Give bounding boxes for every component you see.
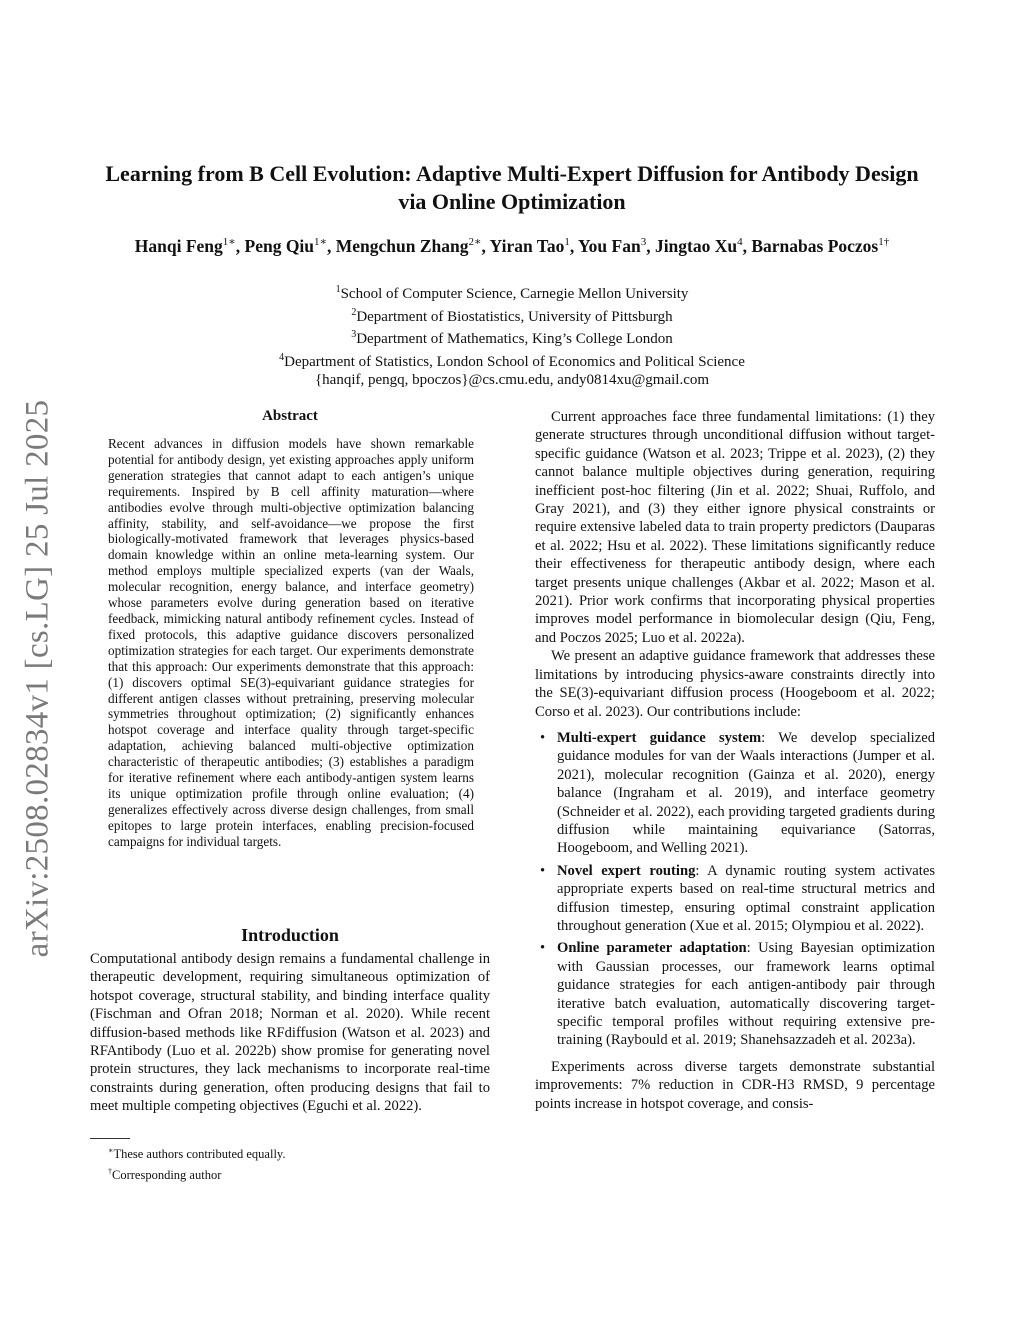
affiliation-line bbox=[150, 326, 874, 349]
affiliation-text: Department of Biostatistics, University of Pittsburgh bbox=[356, 308, 673, 325]
author-name: Mengchun Zhang bbox=[335, 235, 469, 256]
footnote-mark: † bbox=[108, 1167, 112, 1177]
right-column bbox=[535, 408, 935, 1113]
author-mark: 3 bbox=[640, 236, 647, 248]
contribution-label: Multi-expert guidance system bbox=[557, 729, 762, 746]
bullet-icon: • bbox=[540, 729, 546, 746]
contribution-text: : Using Bayesian optimization with Gaussian processes, our framework learns optimal guidance strategies for each antigen-antibody pair through iterative batch evaluation, automatically discovering target-specific temporal profiles without requiring extensive pre-training (Raybould et al. 2019; Shanehsazzadeh et al. 2023a). bbox=[557, 940, 935, 1049]
paper-title: Learning from B Cell Evolution: Adaptive Multi-Expert Diffusion for Antibody Design via Online Optimization bbox=[105, 161, 919, 214]
footnote-corresponding bbox=[108, 1163, 286, 1184]
author-name: Peng Qiu bbox=[244, 235, 315, 256]
contribution-text: : We develop specialized guidance modules for van der Waals interactions (Jumper et al. 2021), molecular recognition (Gainza et al. 2020), energy balance (Ingraham et al. 2019), and interface geometry (Schneider et al. 2022), each providing targeted gradients during diffusion while maintaining equivariance (Satorras, Hoogeboom, and Welling 2021). bbox=[557, 729, 935, 857]
contribution-item bbox=[535, 862, 935, 936]
footnote-mark: ∗ bbox=[108, 1146, 114, 1155]
affiliation-mark: 2 bbox=[351, 306, 357, 318]
affiliation-mark: 4 bbox=[279, 351, 285, 363]
experiments-paragraph: Experiments across diverse targets demonstrate substantial improvements: 7% reduction in CDR-H3 RMSD, 9 percentage points increase in hotspot coverage, and consis- bbox=[535, 1058, 935, 1112]
author-mark: 1∗ bbox=[314, 236, 328, 248]
author-name: Yiran Tao bbox=[489, 235, 565, 256]
contribution-item bbox=[535, 729, 935, 858]
abstract-text: Recent advances in diffusion models have shown remarkable potential for antibody design, yet existing approaches apply uniform generation strategies that cannot adapt to each antigen’s unique requirements. Inspired by B cell affinity maturation—where antibodies evolve through multi-objective optimization balancing affinity, stability, and self-avoidance—we propose the first biologically-motivated framework that leverages physics-based domain knowledge within an online meta-learning system. Our method employs multiple specialized experts (van der Waals, molecular recognition, energy balance, and interface geometry) whose parameters evolve during generation based on iterative feedback, mimicking natural antibody refinement cycles. Instead of fixed protocols, this adaptive guidance discovers personalized optimization strategies for each target. Our experiments demonstrate that this approach: Our experiments demonstrate that this approach: (1) discovers optimal SE(3)-equivariant guidance strategies for different antigen classes without pretraining, preserving molecular symmetries throughout optimization; (2) significantly enhances hotspot coverage and interface quality through target-specific adaptation, achieving balanced multi-objective optimization characteristic of therapeutic antibodies; (3) establishes a paradigm for iterative refinement where each antibody-antigen system learns its unique optimization profile through online evaluation; (4) generalizes effectively across diverse design challenges, from small epitopes to large protein interfaces, enabling precision-focused campaigns for individual targets. bbox=[108, 436, 474, 849]
affiliation-mark: 1 bbox=[335, 284, 341, 295]
footnote-equal-contribution bbox=[108, 1142, 286, 1163]
affiliation-text: Department of Mathematics, King’s College London bbox=[356, 331, 673, 348]
author-name: Hanqi Feng bbox=[134, 235, 223, 256]
affiliation-mark: 3 bbox=[351, 329, 357, 341]
author-mark: 1∗ bbox=[222, 236, 236, 248]
footnotes bbox=[108, 1142, 286, 1184]
footnote-divider bbox=[90, 1138, 130, 1139]
author-name: Barnabas Poczos bbox=[751, 235, 879, 256]
author-name: Jingtao Xu bbox=[654, 235, 738, 256]
contribution-item bbox=[535, 939, 935, 1049]
affiliation-line bbox=[150, 304, 874, 327]
contribution-label: Novel expert routing bbox=[557, 862, 696, 879]
introduction-text: Computational antibody design remains a fundamental challenge in therapeutic development, requiring simultaneous optimization of hotspot coverage, structural stability, and binding interface quality (Fischman and Ofran 2018; Norman et al. 2020). While recent diffusion-based methods like RFdiffusion (Watson et al. 2023) and RFAntibody (Luo et al. 2022b) show promise for generating novel protein structures, they lack mechanisms to incorporate real-time constraints during generation, often producing designs that fail to meet multiple competing objectives (Eguchi et al. 2022). bbox=[90, 951, 490, 1115]
contributions-list bbox=[535, 729, 935, 1050]
affiliation-text: School of Computer Science, Carnegie Mellon University bbox=[340, 286, 689, 302]
author-mark: 1 bbox=[564, 236, 570, 248]
arxiv-identifier-stamp bbox=[16, 378, 60, 978]
affiliation-text: Department of Statistics, London School of Economics and Political Science bbox=[284, 353, 745, 370]
affiliation-line bbox=[150, 281, 874, 304]
author-mark: 4 bbox=[737, 236, 743, 248]
arxiv-identifier-text: arXiv:2508.02834v1 [cs.LG] 25 Jul 2025 bbox=[19, 399, 56, 957]
framework-paragraph: We present an adaptive guidance framework that addresses these limitations by introducing physics-aware constraints directly into the SE(3)-equivariant diffusion process (Hoogeboom et al. 2022; Corso et al. 2023). Our contributions include: bbox=[535, 648, 935, 720]
abstract-heading: Abstract bbox=[262, 408, 318, 424]
footnote-text: Corresponding author bbox=[112, 1168, 222, 1183]
email-line: {hanqif, pengq, bpoczos}@cs.cmu.edu, andy0814xu@gmail.com bbox=[314, 372, 710, 389]
affiliations bbox=[150, 281, 874, 390]
affiliation-line bbox=[150, 349, 874, 372]
footnote-text: These authors contributed equally. bbox=[113, 1147, 286, 1162]
limitations-paragraph: Current approaches face three fundamental limitations: (1) they generate structures through unconditional diffusion without target-specific guidance (Watson et al. 2023; Trippe et al. 2023), (2) they cannot balance multiple objectives during generation, requiring inefficient post-hoc filtering (Jin et al. 2022; Shuai, Ruffolo, and Gray 2021), and (3) they either ignore physical constraints or require extensive labeled data to train property predictors (Dauparas et al. 2022; Hsu et al. 2022). These limitations significantly reduce their effectiveness for therapeutic antibody design, where each target presents unique challenges (Akbar et al. 2022; Mason et al. 2021). Prior work confirms that incorporating physical properties improves model performance in biomolecular design (Qiu, Feng, and Poczos 2025; Luo et al. 2022a). bbox=[535, 409, 935, 646]
author-mark: 1† bbox=[878, 236, 890, 248]
author-name: You Fan bbox=[577, 235, 641, 256]
introduction-heading: Introduction bbox=[241, 925, 339, 945]
author-mark: 2∗ bbox=[468, 236, 482, 248]
bullet-icon: • bbox=[540, 862, 546, 879]
bullet-icon: • bbox=[540, 940, 546, 957]
contribution-label: Online parameter adaptation bbox=[557, 940, 747, 957]
author-list: Hanqi Feng$^{1∗}$, Peng Qiu$^{1∗}$, Mengchun Zhang$^{2∗}$, Yiran Tao$^1$, You Fan$^3$, Jingtao Xu$^4$, Barnabas Poczos$^{1\dagger}$ bbox=[134, 235, 890, 256]
contribution-text: : A dynamic routing system activates appropriate experts based on real-time structural metrics and diffusion timestep, ensuring optimal constraint application throughout generation (Xue et al. 2015; Olympiou et al. 2022). bbox=[557, 862, 935, 934]
